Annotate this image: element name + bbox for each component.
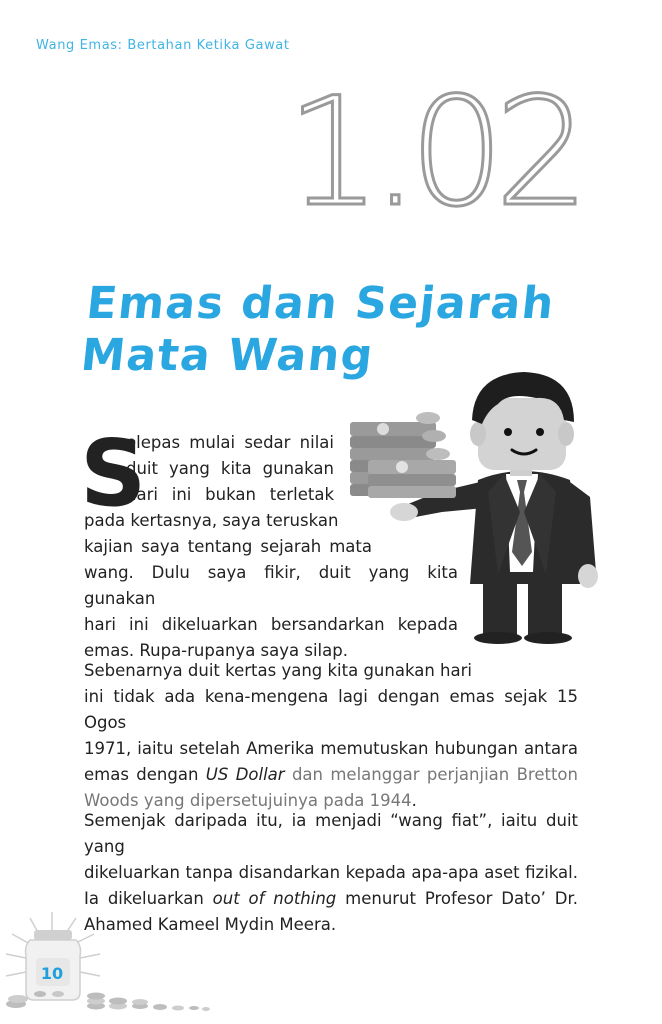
chapter-number: 1.02 bbox=[286, 66, 580, 240]
paragraph-2-emphasis: US Dollar bbox=[205, 765, 285, 784]
paragraph-1-line: wang. Dulu saya fikir, duit yang kita gunakan bbox=[84, 563, 458, 608]
paragraph-1-line: elepas mulai sedar nilai bbox=[126, 433, 334, 452]
paragraph-3-text: menurut Profesor Dato’ Dr. bbox=[336, 889, 578, 908]
paragraph-3-line: dikeluarkan tanpa disandarkan kepada apa-apa aset fizikal. bbox=[84, 863, 578, 882]
paragraph-2-line: ini tidak ada kena-mengena lagi dengan emas sejak 15 Ogos bbox=[84, 687, 578, 732]
money-stack-icon bbox=[350, 412, 456, 498]
drop-cap: S bbox=[80, 420, 147, 527]
coin-jar-icon bbox=[0, 906, 220, 1016]
paragraph-3-line: Ahamed Kameel Mydin Meera. bbox=[84, 915, 337, 934]
paragraph-2 bbox=[84, 658, 578, 814]
paragraph-3-text: Ia dikeluarkan bbox=[84, 889, 213, 908]
paragraph-1-line: hari ini bukan terletak bbox=[126, 485, 334, 504]
chapter-title-line-1: Emas dan Sejarah bbox=[84, 278, 558, 329]
paragraph-2-text: . bbox=[411, 791, 417, 810]
chapter-title-line-2: Mata Wang bbox=[78, 330, 377, 381]
paragraph-1-line: pada kertasnya, saya teruskan bbox=[84, 511, 339, 530]
paragraph-2-text: dan melanggar perjanjian Bretton bbox=[284, 765, 578, 784]
paragraph-1-line: emas. Rupa-rupanya saya silap. bbox=[84, 641, 348, 660]
paragraph-3-emphasis: out of nothing bbox=[212, 889, 337, 908]
page-number: 10 bbox=[40, 964, 64, 983]
paragraph-2-line: Sebenarnya duit kertas yang kita gunakan hari bbox=[84, 661, 472, 680]
paragraph-2-text: Woods yang dipersetujuinya pada 1944 bbox=[84, 791, 412, 810]
paragraph-1-line: duit yang kita gunakan bbox=[126, 459, 334, 478]
paragraph-1-line: hari ini dikeluarkan bersandarkan kepada bbox=[84, 615, 458, 634]
paragraph-3-line: Semenjak daripada itu, ia menjadi “wang fiat”, iaitu duit yang bbox=[84, 811, 578, 856]
paragraph-2-line: 1971, iaitu setelah Amerika memutuskan hubungan antara bbox=[84, 739, 578, 758]
paragraph-2-line bbox=[84, 762, 578, 788]
running-head: Wang Emas: Bertahan Ketika Gawat bbox=[36, 38, 290, 53]
paragraph-1-line: kajian saya tentang sejarah mata bbox=[84, 537, 372, 556]
paragraph-2-text: emas dengan bbox=[84, 765, 206, 784]
paragraph-1 bbox=[84, 430, 458, 664]
